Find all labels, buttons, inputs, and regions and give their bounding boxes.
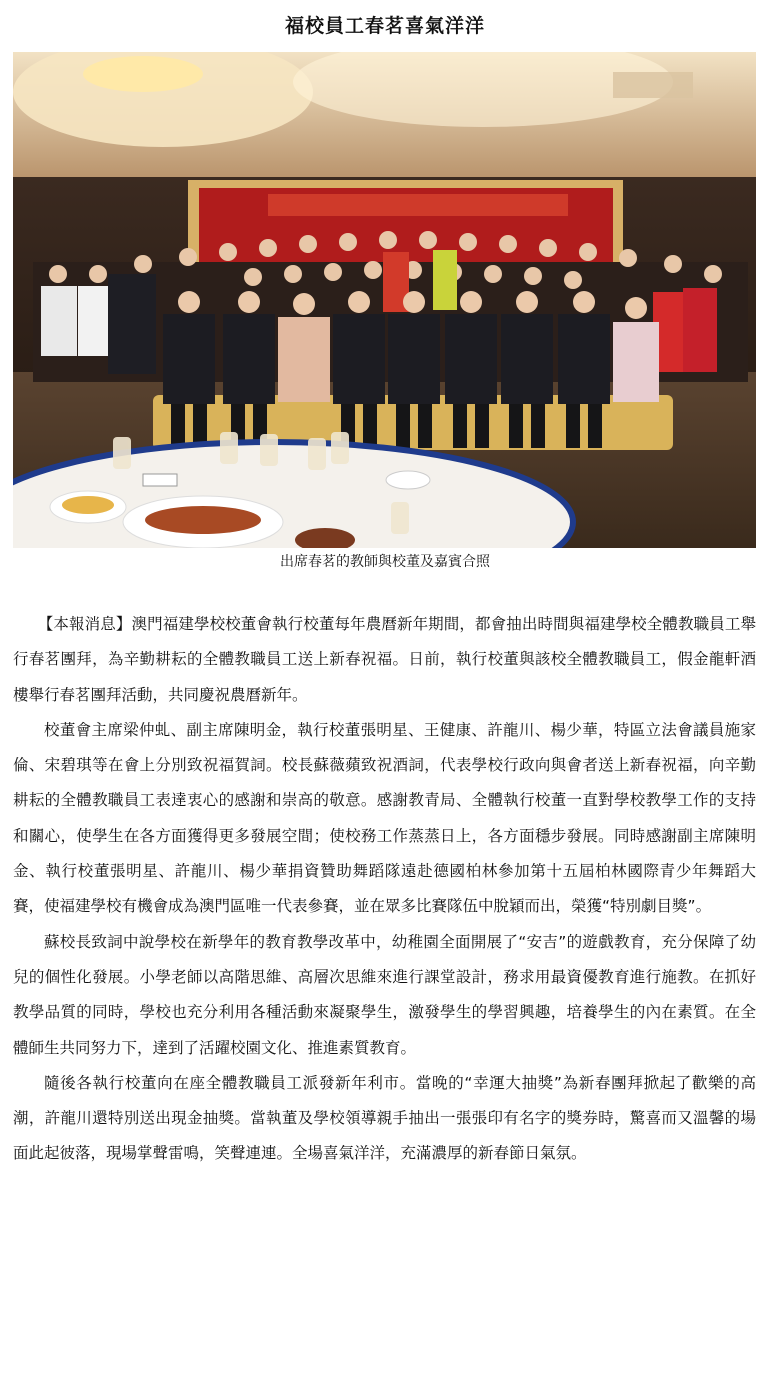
article-title: 福校員工春茗喜氣洋洋	[284, 15, 485, 37]
paragraph-3: 蘇校長致詞中說學校在新學年的教育教學改革中，幼稚園全面開展了“安吉”的遊戲教育，充分保障了幼兒的個性化發展。小學老師以高階思維、高層次思維來進行課堂設計，務求用最資優教育進行施教。在抓好教學品質的同時，學校也充分利用各種活動來凝聚學生，激發學生的學習興趣，培養學生的內在素質。在全體師生共同努力下，達到了活躍校園文化、推進素質教育。	[13, 932, 756, 1057]
group-photo	[13, 52, 756, 548]
article-body	[13, 607, 756, 1172]
photo-caption: 出席春茗的教師與校董及嘉賓合照	[280, 554, 490, 570]
group-photo-illustration	[13, 52, 756, 548]
paragraph-1: 【本報消息】澳門福建學校校董會執行校董每年農曆新年期間，都會抽出時間與福建學校全體教職員工舉行春茗團拜，為辛勤耕耘的全體教職員工送上新春祝福。日前，執行校董與該校全體教職員工，假金龍軒酒樓舉行春茗團拜活動，共同慶祝農曆新年。	[13, 615, 756, 704]
paragraph-4: 隨後各執行校董向在座全體教職員工派發新年利市。當晚的“幸運大抽獎”為新春團拜掀起了歡樂的高潮，許龍川還特別送出現金抽獎。當執董及學校領導親手抽出一張張印有名字的獎券時，驚喜而又溫馨的場面此起彼落，現場掌聲雷鳴，笑聲連連。全場喜氣洋洋，充滿濃厚的新春節日氣氛。	[13, 1073, 756, 1163]
chandelier-icon	[83, 56, 203, 92]
paragraph-2: 校董會主席梁仲虬、副主席陳明金，執行校董張明星、王健康、許龍川、楊少華，特區立法會議員施家倫、宋碧琪等在會上分別致祝福賀詞。校長蘇薇蘋致祝酒詞，代表學校行政向與會者送上新春祝福，向辛勤耕耘的全體教職員工表達衷心的感謝和崇高的敬意。感謝教青局、全體執行校董一直對學校教學工作的支持和關心，使學生在各方面獲得更多發展空間；使校務工作蒸蒸日上，各方面穩步發展。同時感謝副主席陳明金、執行校董張明星、許龍川、楊少華捐資贊助舞蹈隊遠赴德國柏林參加第十五屆柏林國際青少年舞蹈大賽，使福建學校有機會成為澳門區唯一代表參賽，並在眾多比賽隊伍中脫穎而出，榮獲“特別劇目獎”。	[13, 720, 756, 916]
